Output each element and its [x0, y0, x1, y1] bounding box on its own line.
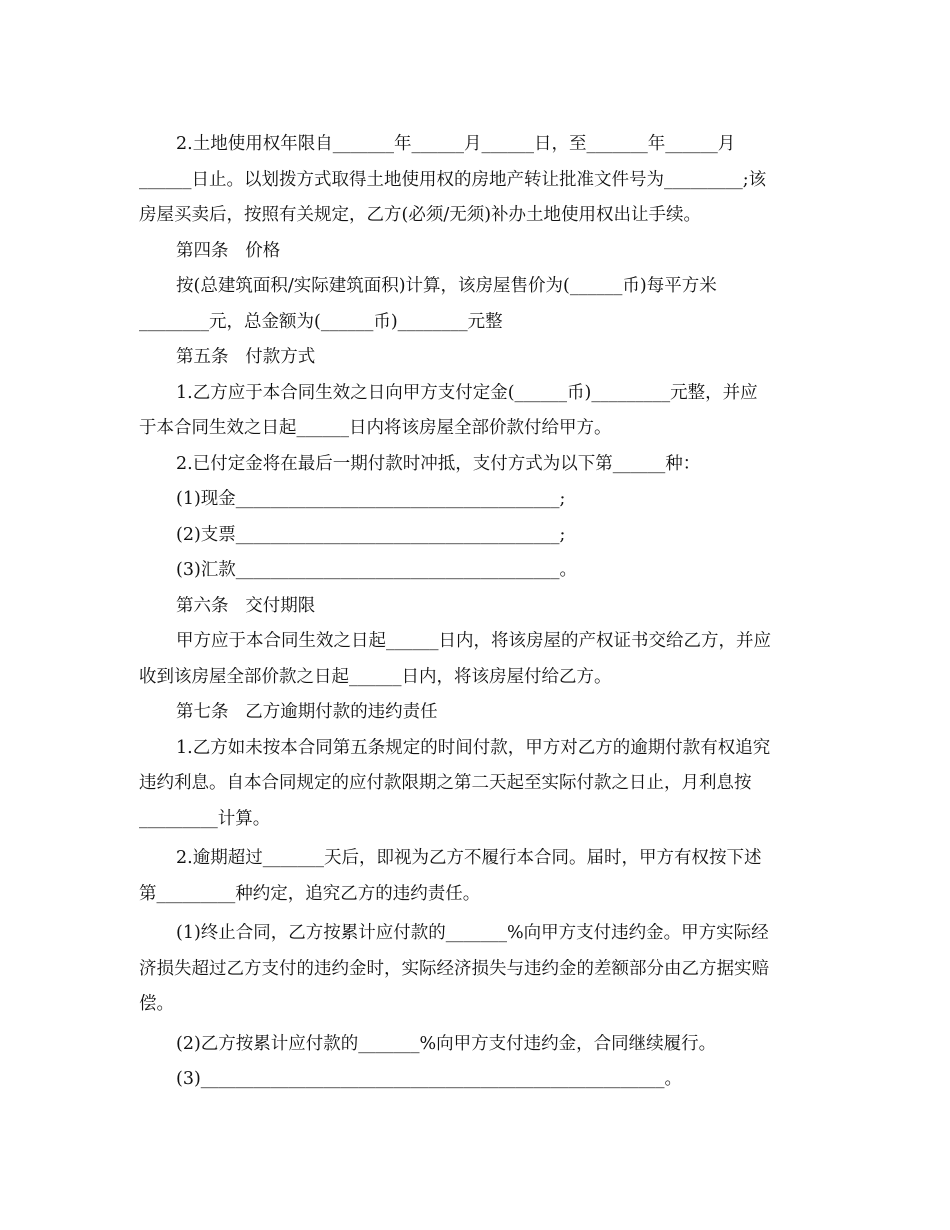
land-use-term-line: 2.土地使用权年限自_______年______月______日，至_______年______月: [176, 134, 736, 154]
payment-option-transfer: (3)汇款_____________________________________。: [176, 560, 578, 580]
late-payment-clause-2-line-1: 2.逾期超过_______天后，即视为乙方不履行本合同。届时，甲方有权按下述: [176, 848, 762, 868]
payment-clause-1-line-2: 于本合同生效之日起______日内将该房屋全部价款付给甲方。: [139, 418, 612, 438]
article-4-heading: 第四条 价格: [176, 240, 281, 261]
payment-clause-2: 2.已付定金将在最后一期付款时冲抵，支付方式为以下第______种：: [176, 453, 701, 474]
article-7-heading: 第七条 乙方逾期付款的违约责任: [176, 702, 438, 722]
remedy-option-3: (3)_____________________________________________________。: [176, 1069, 683, 1089]
remedy-option-1-line-2: 济损失超过乙方支付的违约金时，实际经济损失与违约金的差额部分由乙方据实赔: [139, 958, 769, 979]
land-use-term-line-3: 房屋买卖后，按照有关规定，乙方(必须/无须)补办土地使用权出让手续。: [139, 205, 702, 225]
delivery-line-2: 收到该房屋全部价款之日起______日内，将该房屋付给乙方。: [139, 666, 612, 687]
price-line-1: 按(总建筑面积/实际建筑面积)计算，该房屋售价为(______币)每平方米: [176, 276, 717, 296]
late-payment-clause-2-line-2: 第_________种约定，追究乙方的违约责任。: [139, 883, 481, 904]
late-payment-clause-1-line-3: _________计算。: [139, 808, 271, 829]
payment-option-check: (2)支票_____________________________________;: [176, 524, 566, 545]
late-payment-clause-1-line-2: 违约利息。自本合同规定的应付款限期之第二天起至实际付款之日止，月利息按: [139, 773, 752, 793]
remedy-option-2: (2)乙方按累计应付款的_______%向甲方支付违约金，合同继续履行。: [176, 1033, 717, 1054]
price-line-2: ________元，总金额为(______币)________元整: [139, 311, 503, 332]
article-5-heading: 第五条 付款方式: [176, 347, 316, 367]
remedy-option-1-line-1: (1)终止合同，乙方按累计应付款的_______%向甲方支付违约金。甲方实际经: [176, 923, 769, 943]
delivery-line-1: 甲方应于本合同生效之日起______日内，将该房屋的产权证书交给乙方，并应: [176, 631, 771, 651]
payment-clause-1-line-1: 1.乙方应于本合同生效之日向甲方支付定金(______币)_________元整，并应: [176, 382, 758, 403]
contract-text: [139, 127, 811, 1098]
land-use-term-line-2: ______日止。以划拨方式取得土地使用权的房地产转让批准文件号为_________;该: [139, 169, 767, 190]
remedy-option-1-line-3: 偿。: [139, 994, 174, 1014]
article-6-heading: 第六条 交付期限: [176, 595, 316, 616]
payment-option-cash: (1)现金_____________________________________;: [176, 489, 566, 509]
late-payment-clause-1-line-1: 1.乙方如未按本合同第五条规定的时间付款，甲方对乙方的逾期付款有权追究: [176, 737, 771, 758]
